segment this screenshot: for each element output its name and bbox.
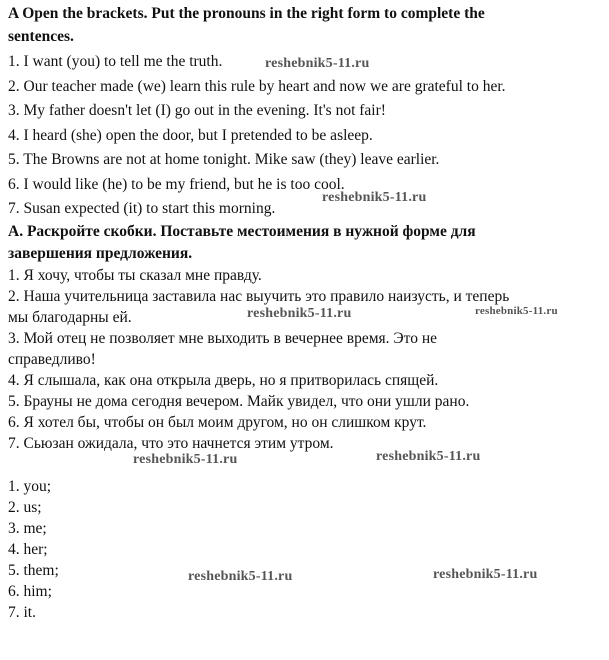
russian-sentence-7: 7. Сьюзан ожидала, что это начнется этим утром. [8, 435, 334, 452]
answer-7: 7. it. [8, 604, 36, 621]
answer-3: 3. me; [8, 520, 47, 537]
answer-1: 1. you; [8, 478, 52, 495]
watermark: reshebnik5-11.ru [322, 190, 427, 205]
watermark: reshebnik5-11.ru [247, 306, 352, 321]
english-heading-line-2: sentences. [8, 28, 74, 45]
russian-sentence-4: 4. Я слышала, как она открыла дверь, но я притворилась спящей. [8, 372, 439, 389]
watermark: reshebnik5-11.ru [376, 449, 481, 464]
russian-heading-line-2: завершения предложения. [8, 245, 193, 262]
watermark: reshebnik5-11.ru [475, 305, 558, 317]
answer-4: 4. her; [8, 541, 48, 558]
english-sentence-2: 2. Our teacher made (we) learn this rule by heart and now we are grateful to her. [8, 78, 506, 95]
answer-2: 2. us; [8, 499, 42, 516]
watermark: reshebnik5-11.ru [188, 569, 293, 584]
russian-sentence-5: 5. Брауны не дома сегодня вечером. Майк увидел, что они ушли рано. [8, 393, 470, 410]
russian-sentence-6: 6. Я хотел бы, чтобы он был моим другом, но он слишком крут. [8, 414, 427, 431]
russian-sentence-3-line-1: 3. Мой отец не позволяет мне выходить в вечернее время. Это не [8, 330, 438, 347]
russian-sentence-3-line-2: справедливо! [8, 351, 96, 368]
english-heading-line-1: A Open the brackets. Put the pronouns in the right form to complete the [8, 5, 485, 22]
english-sentence-7: 7. Susan expected (it) to start this morning. [8, 200, 276, 217]
watermark: reshebnik5-11.ru [433, 567, 538, 582]
watermark: reshebnik5-11.ru [133, 452, 238, 467]
russian-heading-line-1: А. Раскройте скобки. Поставьте местоимения в нужной форме для [8, 223, 476, 240]
english-sentence-1: 1. I want (you) to tell me the truth. [8, 53, 223, 70]
answer-6: 6. him; [8, 583, 52, 600]
russian-sentence-1: 1. Я хочу, чтобы ты сказал мне правду. [8, 267, 262, 284]
russian-sentence-2-line-2: мы благодарны ей. [8, 309, 132, 326]
english-sentence-3: 3. My father doesn't let (I) go out in the evening. It's not fair! [8, 102, 386, 119]
english-sentence-5: 5. The Browns are not at home tonight. Mike saw (they) leave earlier. [8, 151, 440, 168]
watermark: reshebnik5-11.ru [265, 56, 370, 71]
answer-5: 5. them; [8, 562, 59, 579]
russian-sentence-2-line-1: 2. Наша учительница заставила нас выучить это правило наизусть, и теперь [8, 288, 510, 305]
english-sentence-6: 6. I would like (he) to be my friend, but he is too cool. [8, 176, 345, 193]
english-sentence-4: 4. I heard (she) open the door, but I pretended to be asleep. [8, 127, 373, 144]
